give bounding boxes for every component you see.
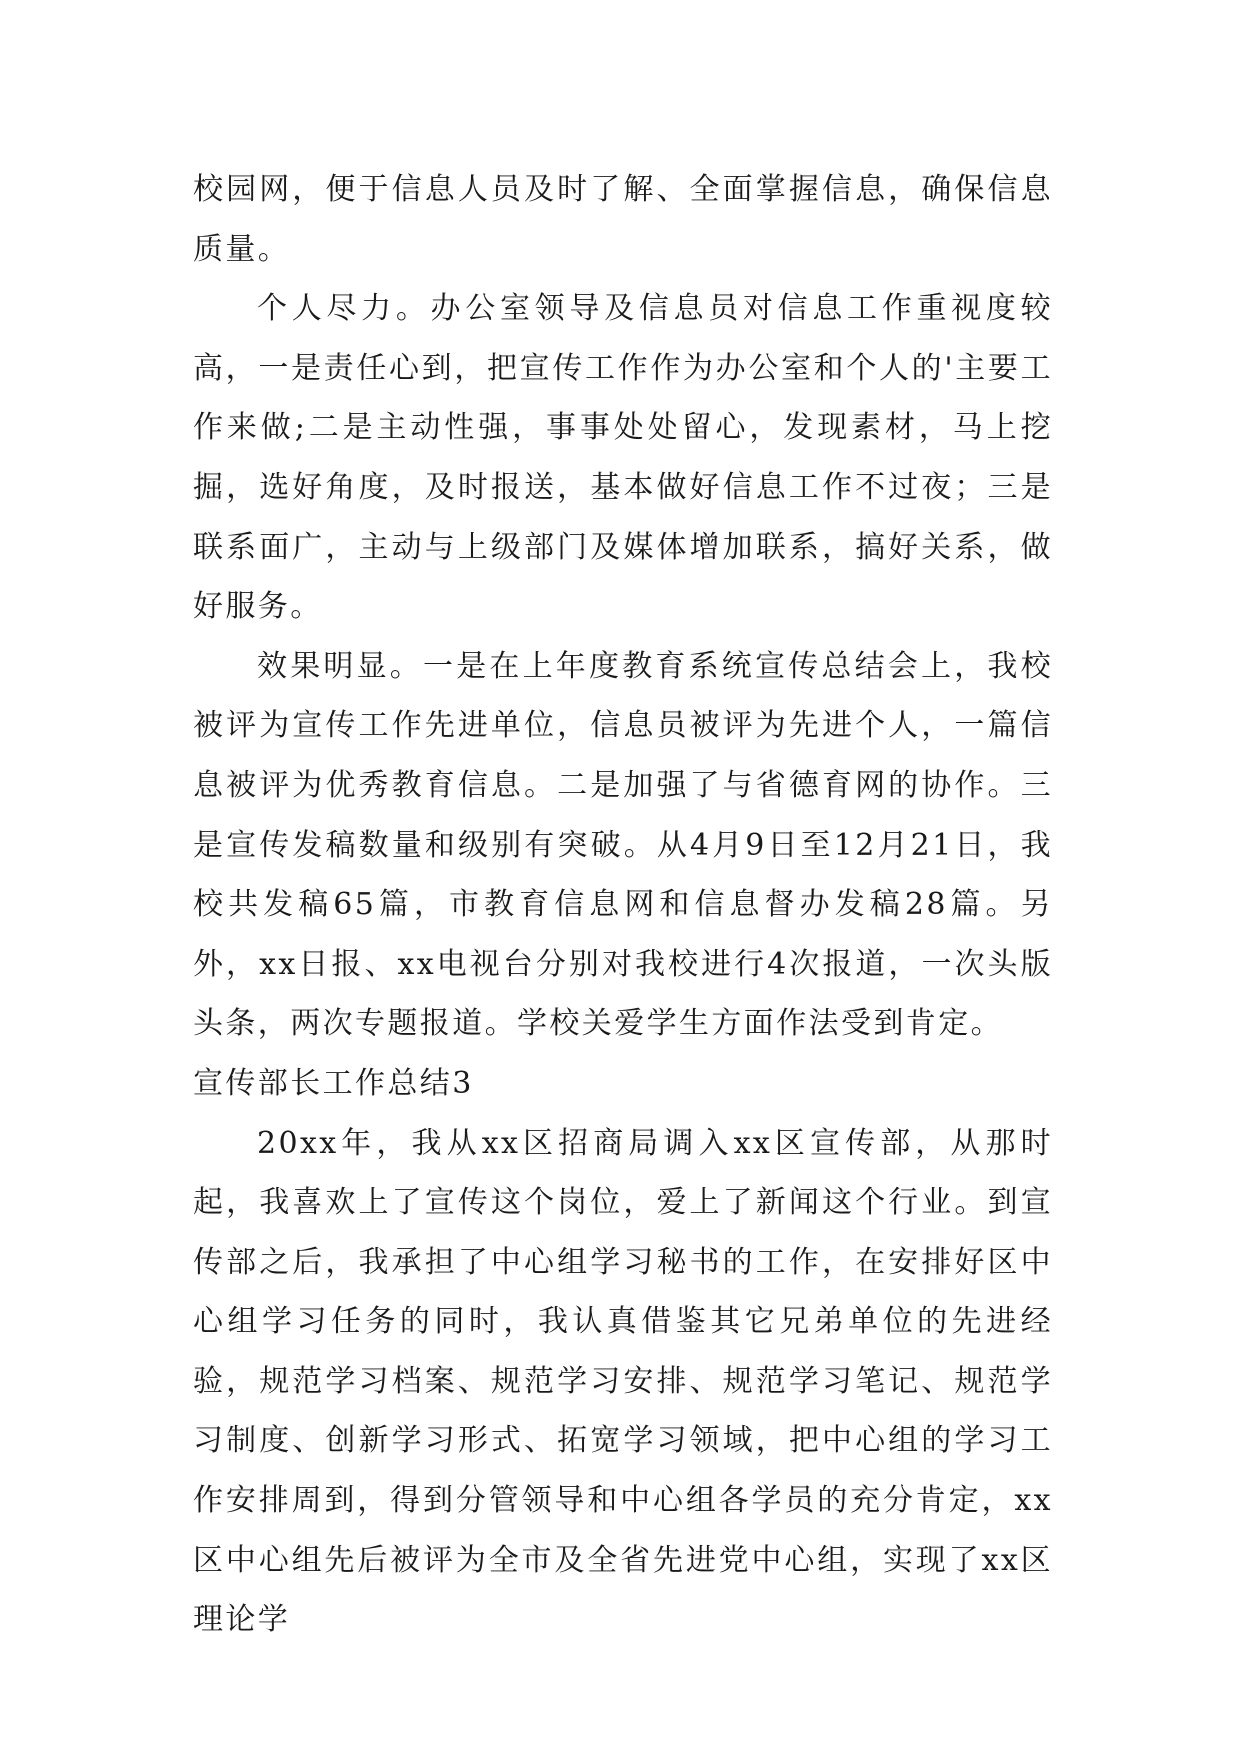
paragraph-personal-effort: 个人尽力。办公室领导及信息员对信息工作重视度较高，一是责任心到，把宣传工作作为办公室和个人的'主要工作来做;二是主动性强，事事处处留心，发现素材，马上挖掘，选好角度，及时报送，基本做好信息工作不过夜；三是联系面广，主动与上级部门及媒体增加联系，搞好关系，做好服务。: [193, 291, 1053, 625]
section-heading: 宣传部长工作总结3: [193, 1065, 474, 1101]
document-body: [193, 160, 1053, 1650]
paragraph-campus-network: 校园网，便于信息人员及时了解、全面掌握信息，确保信息质量。: [193, 172, 1053, 267]
paragraph-obvious-results: 效果明显。一是在上年度教育系统宣传总结会上，我校被评为宣传工作先进单位，信息员被评为先进个人，一篇信息被评为优秀教育信息。二是加强了与省德育网的协作。三是宣传发稿数量和级别有突破。从4月9日至12月21日，我校共发稿65篇，市教育信息网和信息督办发稿28篇。另外，xx日报、xx电视台分别对我校进行4次报道，一次头版头条，两次专题报道。学校关爱学生方面作法受到肯定。: [193, 648, 1053, 1042]
paragraph-transfer-to-publicity: 20xx年，我从xx区招商局调入xx区宣传部，从那时起，我喜欢上了宣传这个岗位，爱上了新闻这个行业。到宣传部之后，我承担了中心组学习秘书的工作，在安排好区中心组学习任务的同时，我认真借鉴其它兄弟单位的先进经验，规范学习档案、规范学习安排、规范学习笔记、规范学习制度、创新学习形式、拓宽学习领域，把中心组的学习工作安排周到，得到分管领导和中心组各学员的充分肯定，xx区中心组先后被评为全市及全省先进党中心组，实现了xx区理论学: [193, 1125, 1053, 1638]
